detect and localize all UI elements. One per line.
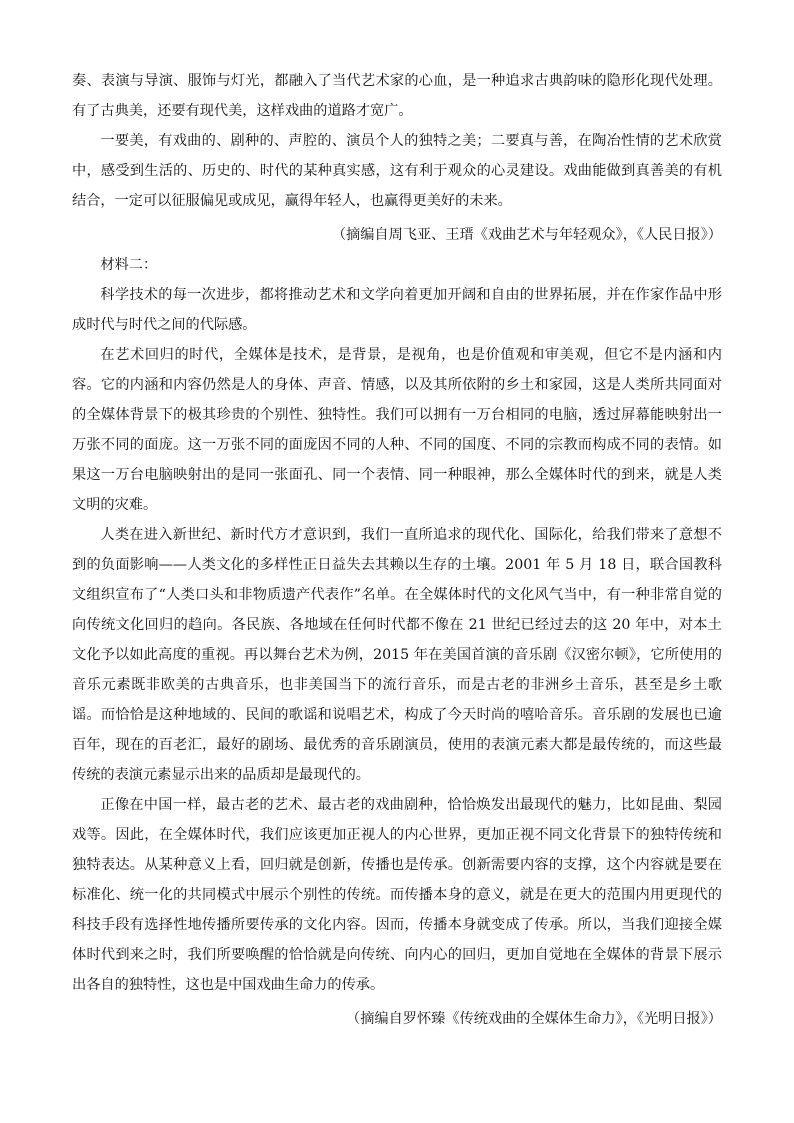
material1-paragraph-2: 一要美，有戏曲的、剧种的、声腔的、演员个人的独特之美；二要真与善，在陶冶性情的艺术欣赏中，感受到生活的、历史的、时代的某种真实感，这有利于观众的心灵建设。戏曲能做到真善美的有机结合，一定可以征服偏见或成见，赢得年轻人，也赢得更美好的未来。 — [72, 133, 722, 209]
material2-paragraph-2: 在艺术回归的时代，全媒体是技术，是背景，是视角，也是价值观和审美观，但它不是内涵和内容。它的内涵和内容仍然是人的身体、声音、情感，以及其所依附的乡土和家园，这是人类所共同面对的全媒体背景下的极其珍贵的个别性、独特性。我们可以拥有一万台相同的电脑，透过屏幕能映射出一万张不同的面庞。这一万张不同的面庞因不同的人种、不同的国度、不同的宗教而构成不同的表情。如果这一万台电脑映射出的是同一张面孔、同一个表情、同一种眼神，那么全媒体时代的到来，就是人类文明的灾难。 — [72, 347, 722, 513]
material1-source-citation: （摘编自周飞亚、王瑨《戏曲艺术与年轻观众》，《人民日报》） — [331, 227, 722, 243]
material2-source-citation: （摘编自罗怀臻《传统戏曲的全媒体生命力》，《光明日报》） — [346, 1011, 722, 1027]
material2-label: 材料二： — [100, 257, 158, 273]
material2-paragraph-1: 科学技术的每一次进步，都将推动艺术和文学向着更加开阔和自由的世界拓展，并在作家作品中形成时代与时代之间的代际感。 — [72, 287, 722, 333]
material1-tail-paragraph: 奏、表演与导演、服饰与灯光，都融入了当代艺术家的心血，是一种追求古典韵味的隐形化现代处理。有了古典美，还要有现代美，这样戏曲的道路才宽广。 — [72, 73, 722, 119]
material2-paragraph-3: 人类在进入新世纪、新时代方才意识到，我们一直所追求的现代化、国际化，给我们带来了意想不到的负面影响——人类文化的多样性正日益失去其赖以生存的土壤。2001 年 5 月 18 日，联合国教科文组织宣布了“人类口头和非物质遗产代表作”名单。在全媒体时代的文化风气当中，有一种非常自觉的向传统文化回归的趋向。各民族、各地域在任何时代都不像在 21 世纪已经过去的这 20 年中，对本土文化予以如此高度的重视。再以舞台艺术为例，2015 年在美国首演的音乐剧《汉密尔顿》，它所使用的音乐元素既非欧美的古典音乐，也非美国当下的流行音乐，而是古老的非洲乡土音乐，甚至是乡土歌谣。而恰恰是这种地域的、民间的歌谣和说唱艺术，构成了今天时尚的嘻哈音乐。音乐剧的发展也已逾百年，现在的百老汇，最好的剧场、最优秀的音乐剧演员，使用的表演元素大都是最传统的，而这些最传统的表演元素显示出来的品质却是最现代的。 — [72, 527, 722, 783]
document-page — [72, 66, 722, 1034]
material2-paragraph-4: 正像在中国一样，最古老的艺术、最古老的戏曲剧种，恰恰焕发出最现代的魅力，比如昆曲、梨园戏等。因此，在全媒体时代，我们应该更加正视人的内心世界，更加正视不同文化背景下的独特传统和独特表达。从某种意义上看，回归就是创新，传播也是传承。创新需要内容的支撑，这个内容就是要在标准化、统一化的共同模式中展示个别性的传统。而传播本身的意义，就是在更大的范围内用更现代的科技手段有选择性地传播所要传承的文化内容。因而，传播本身就变成了传承。所以，当我们迎接全媒体时代到来之时，我们所要唤醒的恰恰就是向传统、向内心的回归，更加自觉地在全媒体的背景下展示出各自的独特性，这也是中国戏曲生命力的传承。 — [72, 797, 722, 993]
